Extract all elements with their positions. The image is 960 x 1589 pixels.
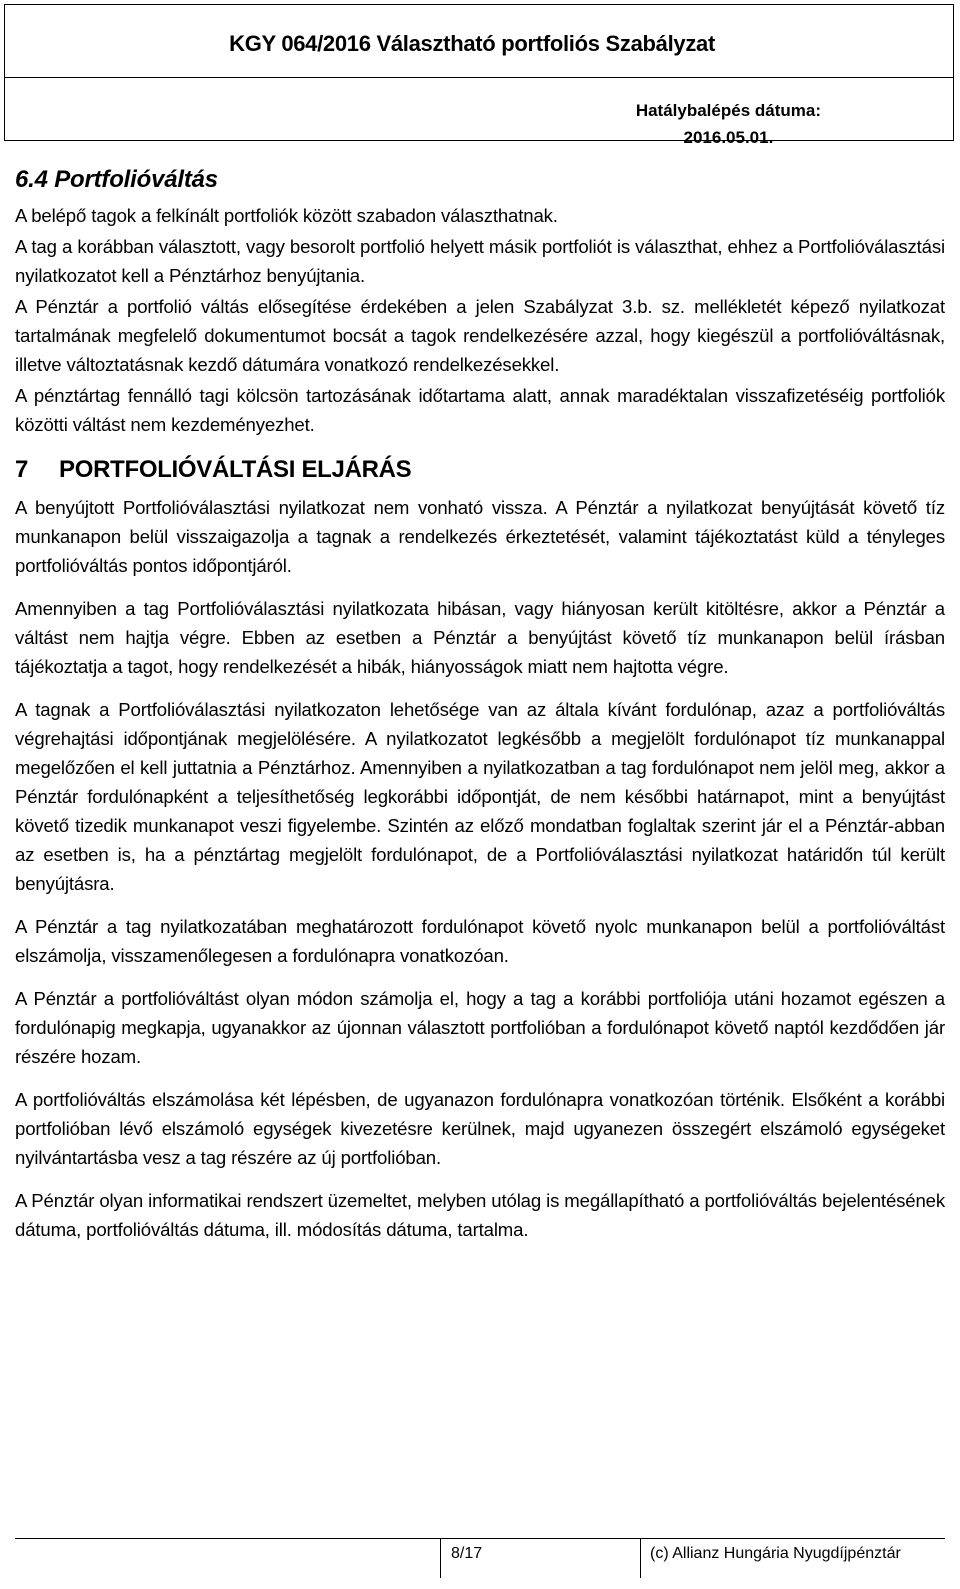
paragraph: A Pénztár a tag nyilatkozatában meghatározott fordulónapot követő nyolc munkanapon belül a portfolióváltást elszámolja, visszamenőlegesen a fordulónapra vonatkozóan. xyxy=(15,916,945,966)
paragraph: A pénztártag fennálló tagi kölcsön tartozásának időtartama alatt, annak maradéktalan visszafizetéséig portfoliók közötti váltást nem kezdeményezhet. xyxy=(15,385,945,435)
paragraph: A benyújtott Portfolióválasztási nyilatkozat nem vonható vissza. A Pénztár a nyilatkozat benyújtását követő tíz munkanapon belül visszaigazolja a tagnak a rendelkezés érkeztetését, valamint tájékoztatást küld a tényleges portfolióváltás pontos időpontjáról. xyxy=(15,497,945,576)
section-7-heading xyxy=(15,453,945,487)
document-title: KGY 064/2016 Választható portfoliós Szabályzat xyxy=(229,31,715,56)
effective-date-block xyxy=(636,97,821,151)
paragraph: A tag a korábban választott, vagy besorolt portfolió helyett másik portfoliót is választhat, ehhez a Portfolióválasztási nyilatkozatot kell a Pénztárhoz benyújtania. xyxy=(15,236,945,286)
effective-date-value: 2016.05.01. xyxy=(683,128,774,147)
paragraph: A Pénztár a portfolióváltást olyan módon számolja el, hogy a tag a korábbi portfoliója utáni hozamot egészen a fordulónapig megkapja, ugyanakkor az újonnan választott portfolióban a fordulónapot követő naptól kezdődően jár részére hozam. xyxy=(15,988,945,1067)
paragraph: A tagnak a Portfolióválasztási nyilatkozaton lehetősége van az általa kívánt fordulónap, azaz a portfolióváltás végrehajtási időpontjának megjelölésére. A nyilatkozatot legkésőbb a megjelölt fordulónapot tíz munkanappal megelőzően el kell juttatnia a Pénztárhoz. Amennyiben a nyilatkozatban a tag fordulónapot nem jelöl meg, akkor a Pénztár fordulónapként a teljesíthetőség legkorábbi időpontját, de nem későbbi határnapot, mint a benyújtást követő tizedik munkanapot veszi figyelembe. Szintén az előző mondatban foglaltak szerint jár el a Pénztár-abban az esetben is, ha a pénztártag megjelölt fordulónapot, de a Portfolióválasztási nyilatkozat határidőn túl került benyújtásra. xyxy=(15,699,945,894)
effective-date-label: Hatálybalépés dátuma: xyxy=(635,101,821,120)
paragraph: A portfolióváltás elszámolása két lépésben, de ugyanazon fordulónapra vonatkozóan történik. Elsőként a korábbi portfolióban lévő elszámoló egységek kivezetésre kerülnek, majd ugyanezen összegért elszámoló egységeket nyilvántartásba vesz a tag részére az új portfolióban. xyxy=(15,1089,945,1168)
section-6-4-heading: 6.4 Portfolióváltás xyxy=(15,166,218,193)
footer-separator xyxy=(640,1538,641,1578)
paragraph: A belépő tagok a felkínált portfoliók között szabadon választhatnak. xyxy=(15,205,558,226)
footer-separator xyxy=(440,1538,441,1578)
section-number: 7 xyxy=(15,456,29,483)
footer-copyright: (c) Allianz Hungária Nyugdíjpénztár xyxy=(650,1545,901,1562)
paragraph: A Pénztár a portfolió váltás elősegítése érdekében a jelen Szabályzat 3.b. sz. mellékletét képező nyilatkozat tartalmának megfelelő dokumentumot bocsát a tagok rendelkezésére azzal, hogy kiegészül a portfolióváltásnak, illetve változtatásnak kezdő dátumára vonatkozó rendelkezésekkel. xyxy=(15,296,945,375)
paragraph: Amennyiben a tag Portfolióválasztási nyilatkozata hibásan, vagy hiányosan került kitöltésre, akkor a Pénztár a váltást nem hajtja végre. Ebben az esetben a Pénztár a benyújtást követő tíz munkanapon belül írásban tájékoztatja a tagot, hogy rendelkezését a hibák, hiányosságok miatt nem hajtotta végre. xyxy=(15,598,945,677)
document-header xyxy=(4,4,954,147)
section-title: PORTFOLIÓVÁLTÁSI ELJÁRÁS xyxy=(59,456,412,483)
document-body xyxy=(15,162,945,1258)
footer-rule xyxy=(15,1538,945,1539)
paragraph: A Pénztár olyan informatikai rendszert üzemeltet, melyben utólag is megállapítható a portfolióváltás bejelentésének dátuma, portfolióváltás dátuma, ill. módosítás dátuma, tartalma. xyxy=(15,1190,945,1240)
page-number: 8/17 xyxy=(451,1545,483,1562)
header-divider xyxy=(5,77,953,78)
